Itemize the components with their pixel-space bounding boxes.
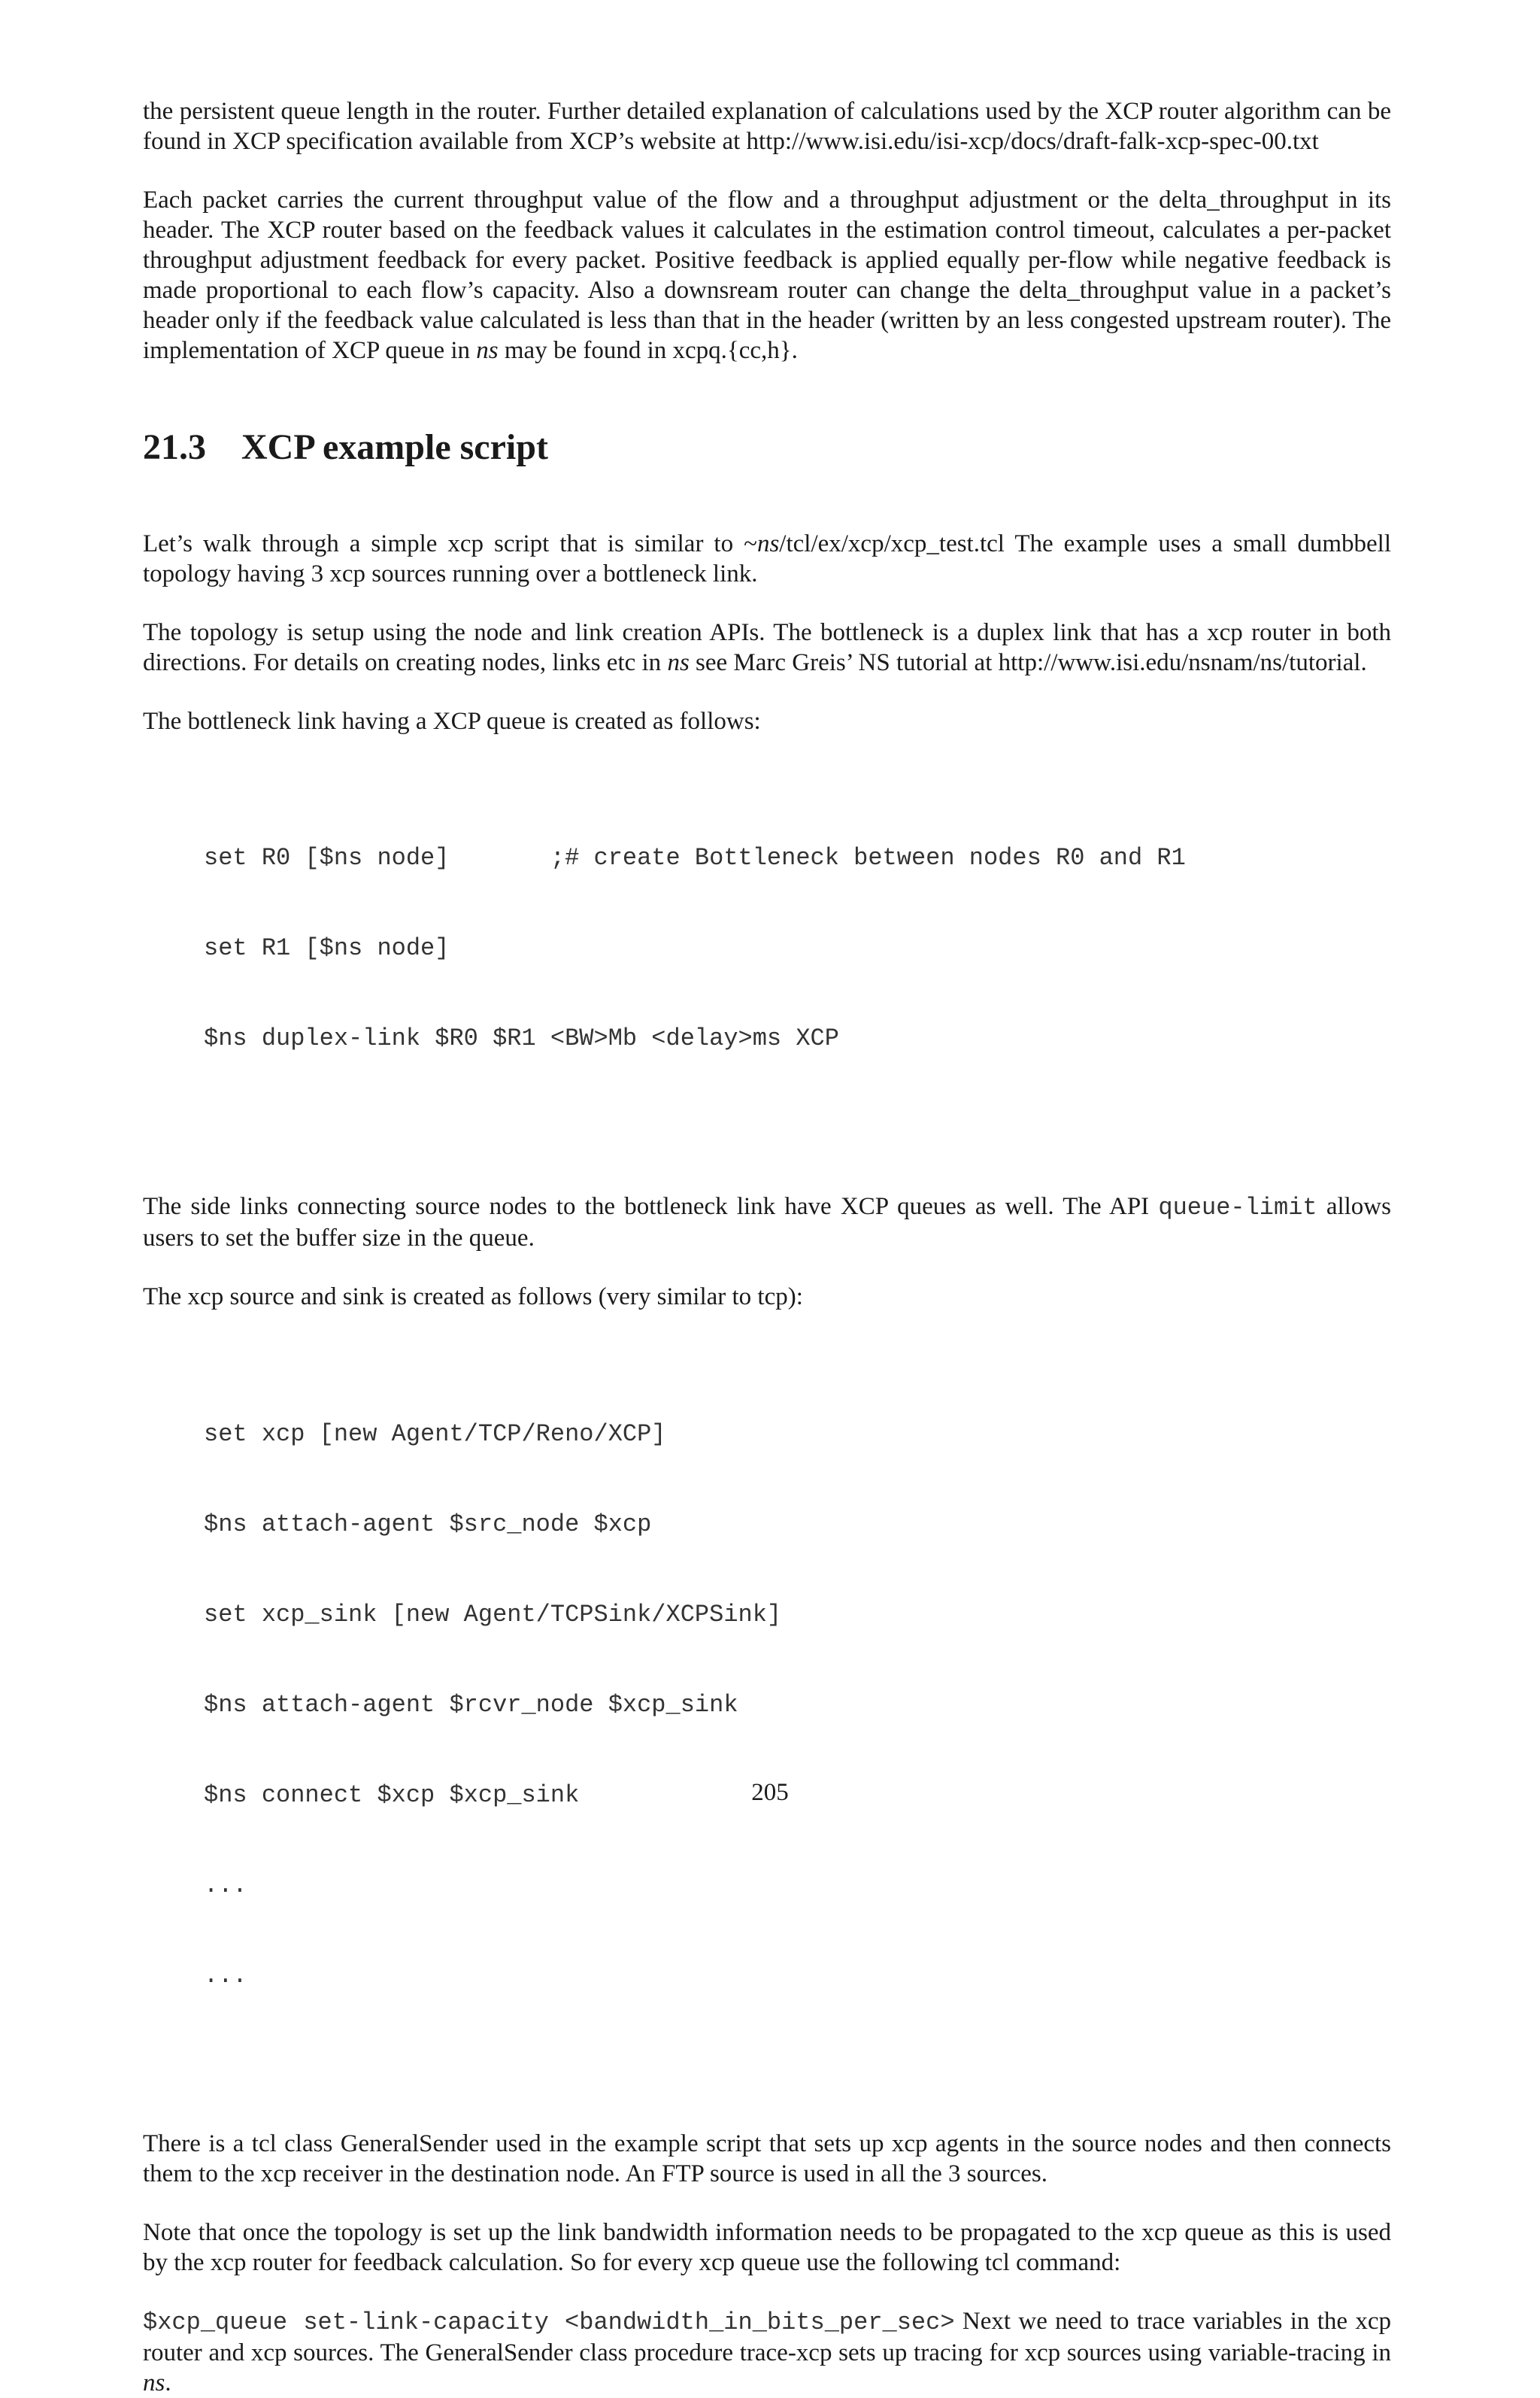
paragraph-text: allows users to set the buffer size in the queue. (143, 1193, 1391, 1252)
paragraph-link-capacity (143, 2217, 1391, 2278)
paragraph-text: the persistent queue length in the router. Further detailed explanation of calculations used by the XCP router algorithm can be found in XCP specification available from XCP’s website at http://www.isi.edu/isi-xcp/docs/draft-falk-xcp-spec-00.txt (143, 98, 1391, 155)
paragraph-text: There is a tcl class GeneralSender used in the example script that sets up xcp agents in the source nodes and then connects them to the xcp receiver in the destination node. An FTP source is used in all the 3 sources. (143, 2130, 1391, 2187)
code-line: $ns duplex-link $R0 $R1 <BW>Mb <delay>ms XCP (204, 1024, 839, 1052)
paragraph-side-links (143, 1191, 1391, 1253)
code-line: $ns attach-agent $rcvr_node $xcp_sink (204, 1691, 738, 1719)
section-heading (143, 426, 1391, 469)
code-line: set R0 [$ns node] ;# create Bottleneck between nodes R0 and R1 (204, 844, 1186, 872)
code-line: set R1 [$ns node] (204, 934, 450, 962)
code-line: $ns attach-agent $src_node $xcp (204, 1510, 652, 1538)
paragraph-bottleneck (143, 706, 1391, 736)
paragraph-text: Each packet carries the current throughput value of the flow and a throughput adjustment or the delta_throughput in its header. The XCP router based on the feedback values it calculates in the estimation control timeout, calculates a per-packet throughput adjustment feedback for every packet. Positive feedback is applied equally per-flow while negative feedback is made proportional to each flow’s capacity. Also a downsream router can change the delta_throughput value in a packet’s header only if the feedback value calculated is less than that in the header (written by an less congested upstream router). The implementation of XCP queue in (143, 187, 1391, 364)
inline-code: queue-limit (1158, 1194, 1317, 1222)
paragraph-walkthrough (143, 529, 1391, 589)
paragraph-text: The topology is setup using the node and link creation APIs. The bottleneck is a duplex link that has a xcp router in both directions. For details on creating nodes, links etc in (143, 619, 1391, 676)
section-title: XCP example script (241, 427, 548, 467)
paragraph-text: /tcl/ex/xcp/xcp_test.tcl The example uses a small dumbbell topology having 3 xcp sources running over a bottleneck link. (143, 530, 1392, 587)
paragraph-text: may be found in xcpq.{cc,h}. (498, 337, 798, 364)
code-block-bottleneck (204, 783, 1391, 1114)
paragraph-text: The bottleneck link having a XCP queue is created as follows: (143, 708, 761, 735)
code-line: ... (204, 1871, 247, 1899)
italic-ns: ns (476, 337, 499, 364)
paragraph-packet-header (143, 185, 1391, 366)
italic-ns: ns (143, 2369, 165, 2396)
paragraph-text: The side links connecting source nodes to the bottleneck link have XCP queues as well. The API (143, 1193, 1159, 1220)
code-line: $ns connect $xcp $xcp_sink (204, 1781, 580, 1809)
paragraph-text: Let’s walk through a simple xcp script that is similar to ~ (143, 530, 757, 557)
section-number: 21.3 (143, 427, 206, 467)
paragraph-text: Note that once the topology is set up the link bandwidth information needs to be propagated to the xcp queue as this is used by the xcp router for feedback calculation. So for every xcp queue use the following tcl command: (143, 2219, 1391, 2276)
paragraph-topology (143, 618, 1391, 678)
paragraph-source-sink (143, 1282, 1391, 1312)
paragraph-text: Next we need to trace variables in the xcp router and xcp sources. The GeneralSender class procedure trace-xcp sets up tracing for xcp sources using variable-tracing in (143, 2308, 1391, 2366)
paragraph-text: The xcp source and sink is created as follows (very similar to tcp): (143, 1283, 803, 1310)
paragraph-text: . (165, 2369, 171, 2396)
paragraph-general-sender (143, 2129, 1391, 2189)
paragraph-xcp-spec (143, 96, 1391, 156)
paragraph-text: see Marc Greis’ NS tutorial at http://www.isi.edu/nsnam/ns/tutorial. (689, 649, 1367, 676)
italic-ns: ns (756, 530, 780, 557)
code-line: set xcp_sink [new Agent/TCPSink/XCPSink] (204, 1601, 782, 1629)
inline-code: $xcp_queue set-link-capacity <bandwidth_in_bits_per_sec> (143, 2308, 955, 2336)
paragraph-trace (143, 2306, 1391, 2398)
code-line: ... (204, 1962, 247, 1990)
code-block-agents (204, 1359, 1391, 2051)
document-page (143, 96, 1391, 2398)
italic-ns: ns (667, 649, 690, 676)
code-line: set xcp [new Agent/TCP/Reno/XCP] (204, 1420, 666, 1448)
page-number: 205 (751, 1779, 789, 1806)
